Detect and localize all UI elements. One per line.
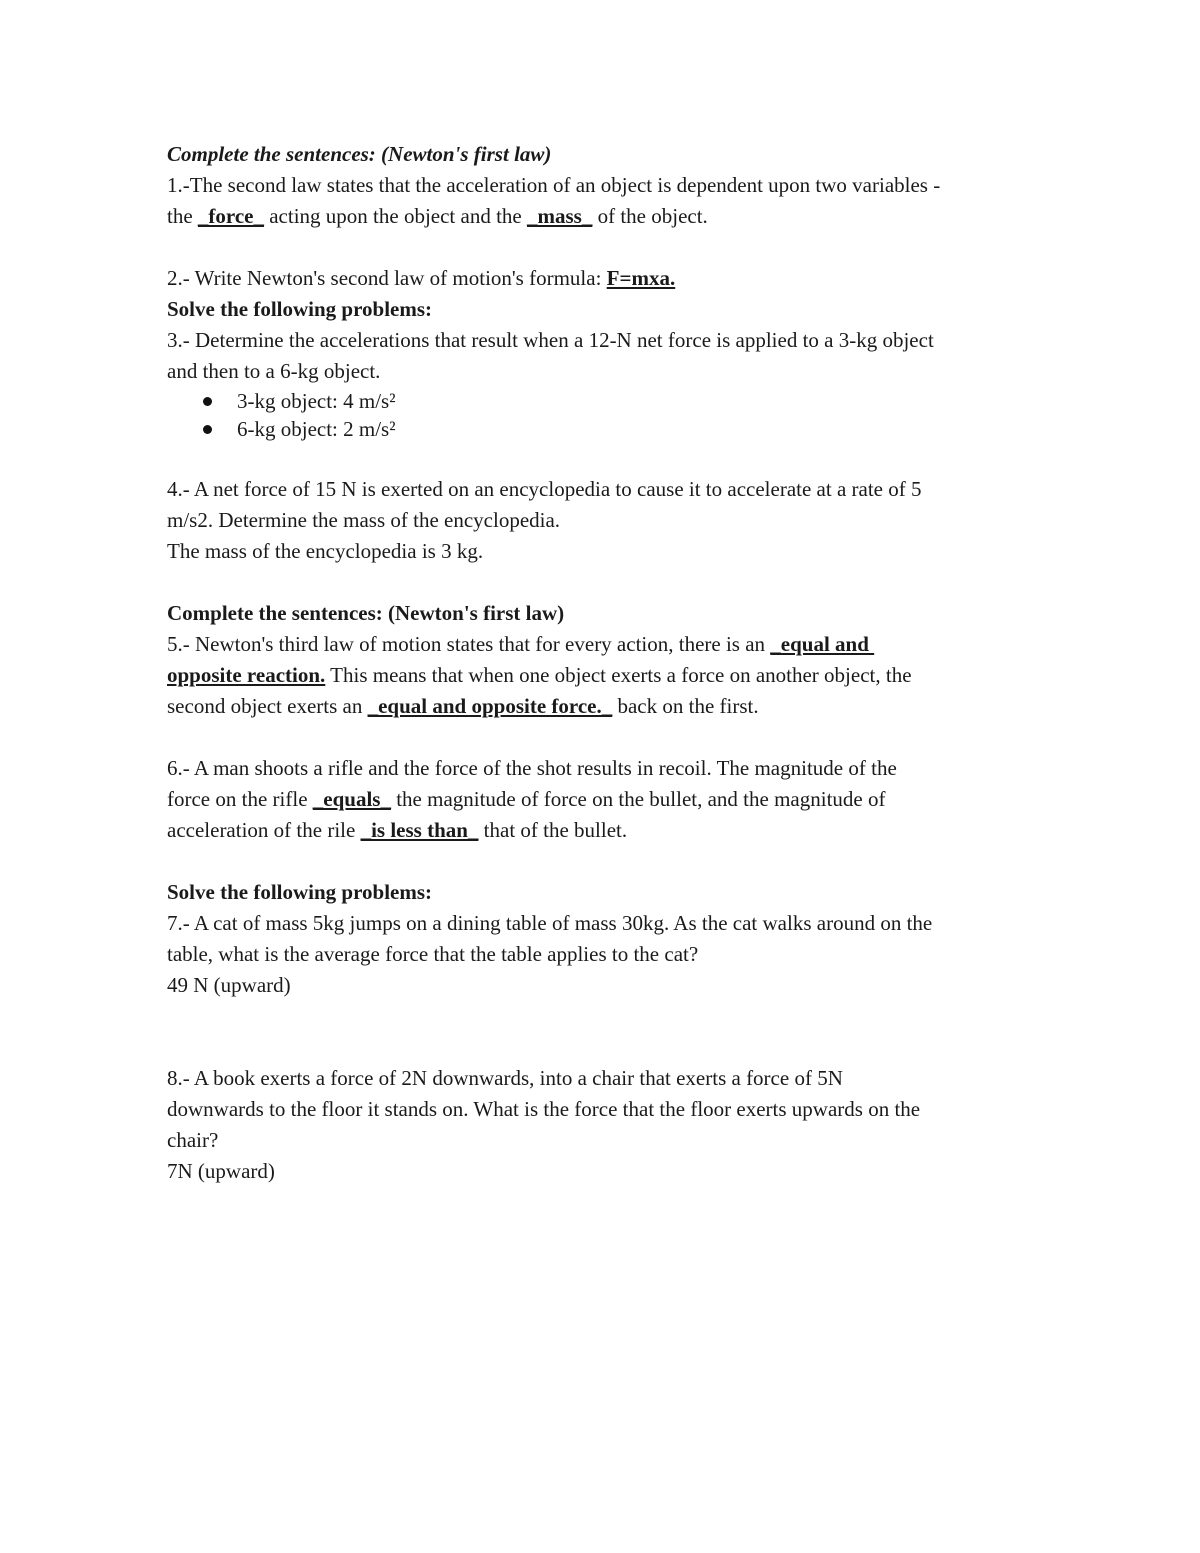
question-6-line-3: [167, 815, 1047, 846]
q6-text-mid: the magnitude of force on the bullet, and the magnitude of: [390, 787, 886, 811]
q1-answer-mass: _mass_: [527, 204, 593, 228]
list-item: [203, 415, 1047, 443]
q6-answer-equals: _equals_: [312, 787, 391, 811]
spacer: [167, 232, 1047, 263]
question-4-answer: The mass of the encyclopedia is 3 kg.: [167, 539, 484, 563]
question-5-line-3: [167, 691, 1047, 722]
q5-text-line3: second object exerts an: [167, 694, 368, 718]
document-page: [167, 139, 1047, 1187]
question-6-line-2: [167, 784, 1047, 815]
section-heading-3: Complete the sentences: (Newton's first law): [167, 601, 565, 625]
spacer: [167, 443, 1047, 474]
question-8-line-3: chair?: [167, 1128, 219, 1152]
q3-answer-3kg: 3-kg object: 4 m/s²: [237, 389, 396, 413]
question-1-line-1: 1.-The second law states that the acceleration of an object is dependent upon two variables -: [167, 173, 941, 197]
q1-answer-force: _force_: [197, 204, 264, 228]
question-2: [167, 263, 1047, 294]
question-3-answers: [167, 387, 1047, 443]
q5-text-pre: 5.- Newton's third law of motion states that for every action, there is an: [167, 632, 771, 656]
question-1-line-2: [167, 201, 1047, 232]
q3-answer-6kg: 6-kg object: 2 m/s²: [237, 417, 396, 441]
question-8-answer: 7N (upward): [167, 1159, 275, 1183]
question-3-line-1: 3.- Determine the accelerations that result when a 12-N net force is applied to a 3-kg object: [167, 328, 934, 352]
question-6-line-1: 6.- A man shoots a rifle and the force of the shot results in recoil. The magnitude of the: [167, 756, 897, 780]
question-8-line-2: downwards to the floor it stands on. What is the force that the floor exerts upwards on the: [167, 1097, 921, 1121]
q5-answer-a-part1: _equal and: [770, 632, 875, 656]
list-item: [203, 387, 1047, 415]
spacer: [167, 846, 1047, 877]
spacer: [167, 1001, 1047, 1063]
spacer: [167, 567, 1047, 598]
question-4-line-1: 4.- A net force of 15 N is exerted on an encyclopedia to cause it to accelerate at a rate of 5: [167, 477, 922, 501]
q2-text: 2.- Write Newton's second law of motion's formula:: [167, 266, 607, 290]
section-heading-1: Complete the sentences: (Newton's first law): [167, 142, 552, 166]
bullet-icon: [203, 397, 212, 406]
q2-answer-formula: F=mxa.: [606, 266, 676, 290]
q6-answer-less-than: _is less than_: [360, 818, 479, 842]
q5-answer-b: _equal and opposite force._: [367, 694, 613, 718]
section-heading-2: Solve the following problems:: [167, 297, 433, 321]
section-heading-4: Solve the following problems:: [167, 880, 433, 904]
question-7-answer: 49 N (upward): [167, 973, 291, 997]
q6-text-post: that of the bullet.: [478, 818, 628, 842]
q5-answer-a-part2: opposite reaction.: [167, 663, 326, 687]
question-5-line-1: [167, 629, 1047, 660]
question-7-line-1: 7.- A cat of mass 5kg jumps on a dining table of mass 30kg. As the cat walks around on the: [167, 911, 933, 935]
question-3-line-2: and then to a 6-kg object.: [167, 359, 381, 383]
bullet-icon: [203, 425, 212, 434]
question-8-line-1: 8.- A book exerts a force of 2N downwards, into a chair that exerts a force of 5N: [167, 1066, 843, 1090]
question-4-line-2: m/s2. Determine the mass of the encyclopedia.: [167, 508, 561, 532]
q1-text-post: of the object.: [592, 204, 708, 228]
q5-text-mid: This means that when one object exerts a force on another object, the: [325, 663, 912, 687]
q6-text-b: acceleration of the rile: [167, 818, 361, 842]
q1-text-a: the: [167, 204, 198, 228]
q6-text-a: force on the rifle: [167, 787, 313, 811]
question-5-line-2: [167, 660, 1047, 691]
q5-text-post: back on the first.: [612, 694, 759, 718]
spacer: [167, 722, 1047, 753]
q1-text-mid: acting upon the object and the: [263, 204, 527, 228]
question-7-line-2: table, what is the average force that the table applies to the cat?: [167, 942, 699, 966]
